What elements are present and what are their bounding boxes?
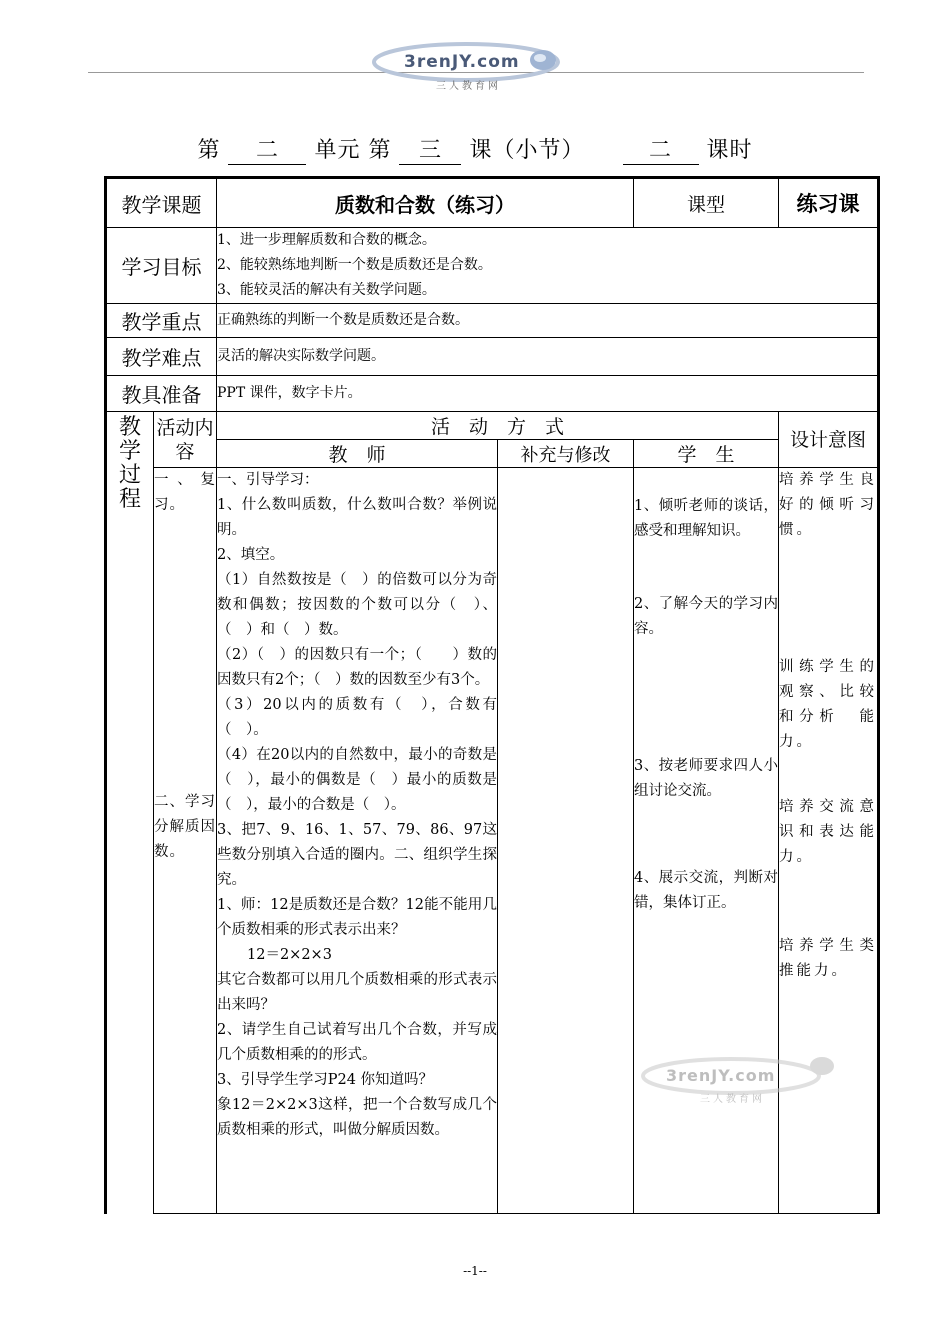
method-header: 活 动 方 式 — [217, 412, 779, 440]
site-logo — [368, 38, 583, 94]
title-text: 课（小节） — [469, 138, 585, 163]
teacher-line: 其它合数都可以用几个质数相乘的形式表示出来吗？ — [217, 972, 497, 1013]
logo-text: 3renJY.com — [404, 52, 520, 72]
topic-value: 质数和合数（练习） — [217, 178, 634, 228]
teacher-line: （3）20以内的质数有（ ），合数有（ ）。 — [217, 697, 497, 738]
page-number: --1-- — [463, 1264, 487, 1278]
teacher-line: 3、把7、9、16、1、57、79、86、97这些数分别填入合适的圈内。二、组织学生探究。 — [217, 822, 497, 888]
process-label-char: 学 — [118, 439, 141, 464]
design-item: 培养学生良好的倾听习惯。 — [779, 472, 877, 538]
activity-column — [154, 468, 217, 1214]
student-item: 4、展示交流，判断对错，集体订正。 — [634, 870, 778, 911]
topic-label: 教学课题 — [106, 178, 217, 228]
activity-item: 二、学习分解质因数。 — [154, 794, 216, 860]
teacher-line: 2、请学生自己试着写出几个合数，并写成几个质数相乘的的形式。 — [217, 1022, 497, 1063]
prep-label: 教具准备 — [106, 376, 217, 412]
title-text: 第 — [197, 138, 221, 163]
process-label — [106, 412, 154, 1214]
supplement-header: 补充与修改 — [498, 440, 634, 468]
teacher-line: （4）在20以内的自然数中，最小的奇数是（ ），最小的偶数是（ ）最小的质数是（ ），最小的合数是（ ）。 — [217, 747, 497, 813]
type-label: 课型 — [634, 178, 779, 228]
supplement-column — [498, 468, 634, 1214]
lesson-number: 三 — [399, 138, 461, 165]
goal-label: 学习目标 — [106, 228, 217, 304]
teacher-line: 1、什么数叫质数，什么数叫合数？举例说明。 — [217, 497, 497, 538]
student-item: 3、按老师要求四人小组讨论交流。 — [634, 758, 778, 799]
teacher-line: 一、引导学习： — [217, 472, 319, 488]
teacher-line: 2、填空。 — [217, 547, 285, 563]
key-label: 教学重点 — [106, 304, 217, 338]
student-item: 2、了解今天的学习内容。 — [634, 596, 778, 637]
goal-item: 2、能较熟练地判断一个数是质数还是合数。 — [217, 257, 492, 273]
page-title — [0, 133, 950, 165]
teacher-column — [217, 468, 498, 1214]
period-number: 二 — [623, 138, 699, 165]
key-value: 正确熟练的判断一个数是质数还是合数。 — [217, 304, 879, 338]
process-label-char: 程 — [118, 487, 141, 512]
watermark-text: 3renJY.com — [666, 1066, 776, 1085]
watermark-logo — [636, 1050, 846, 1110]
unit-number: 二 — [228, 138, 306, 165]
process-label-char: 过 — [118, 463, 141, 488]
teacher-line: （1）自然数按是（ ）的倍数可以分为奇数和偶数；按因数的个数可以分（ ）、（ ）和（ ）数。 — [217, 572, 497, 638]
goal-list — [217, 228, 879, 304]
design-item: 训练学生的观察、比较和分析 能力。 — [779, 659, 877, 750]
process-label-char: 教 — [118, 415, 141, 440]
teacher-line: 象12＝2×2×3这样，把一个合数写成几个质数相乘的形式，叫做分解质因数。 — [217, 1097, 497, 1138]
design-item: 培养学生类推能力。 — [779, 938, 877, 979]
teacher-line: （2）（ ）的因数只有一个；（ ）数的因数只有2个；（ ）数的因数至少有3个。 — [217, 647, 497, 688]
goal-item: 3、能较灵活的解决有关数学问题。 — [217, 282, 436, 298]
difficulty-value: 灵活的解决实际数学问题。 — [217, 338, 879, 376]
title-text: 单元 第 — [314, 138, 392, 163]
teacher-line: 1、师：12是质数还是合数？12能不能用几个质数相乘的形式表示出来？ — [217, 897, 497, 938]
goal-item: 1、进一步理解质数和合数的概念。 — [217, 232, 436, 248]
watermark-subtitle: 三人教育网 — [700, 1094, 765, 1105]
teacher-line: 3、引导学生学习P24 你知道吗？ — [217, 1072, 434, 1088]
type-value: 练习课 — [779, 178, 879, 228]
design-header: 设计意图 — [779, 412, 879, 468]
student-header: 学 生 — [634, 440, 779, 468]
teacher-line: 12＝2×2×3 — [247, 947, 332, 963]
logo-subtitle: 三人教育网 — [436, 81, 501, 92]
title-text: 课时 — [706, 138, 753, 163]
design-item: 培养交流意识和表达能力。 — [779, 799, 877, 865]
teacher-header: 教 师 — [217, 440, 498, 468]
activity-item: 一、复习。 — [154, 472, 216, 513]
difficulty-label: 教学难点 — [106, 338, 217, 376]
prep-value: PPT 课件，数字卡片。 — [217, 376, 879, 412]
student-item: 1、倾听老师的谈话，感受和理解知识。 — [634, 498, 778, 539]
activity-header: 活动内容 — [154, 412, 217, 468]
